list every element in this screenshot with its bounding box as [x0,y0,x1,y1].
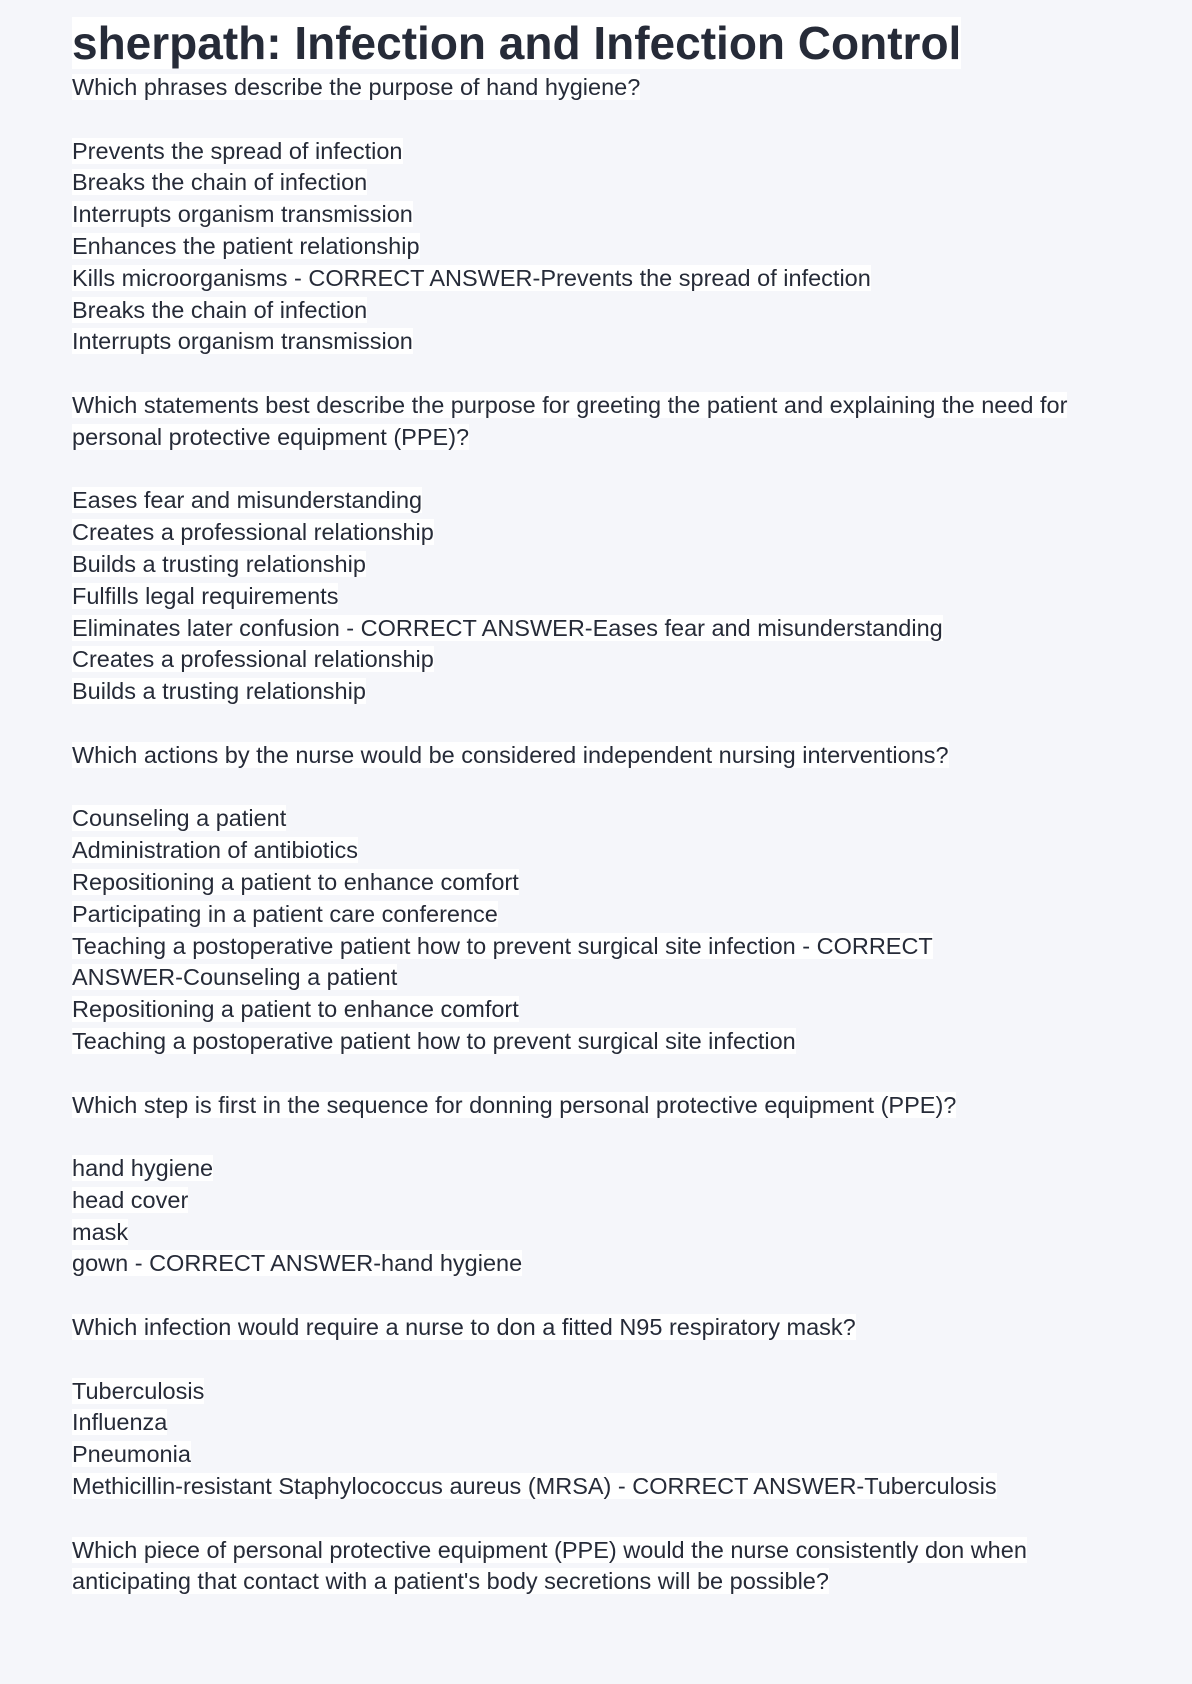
document-page [72,14,1132,1630]
answer-line: Interrupts organism transmission [72,201,413,228]
question-text: Which statements best describe the purpose for greeting the patient and explaining the need for [72,391,1068,418]
answer-line: Interrupts organism transmission [72,328,413,355]
question-block [72,390,1132,708]
question-text: anticipating that contact with a patient's body secretions will be possible? [72,1568,829,1595]
answer-line: hand hygiene [72,1155,214,1182]
answer-line: gown - CORRECT ANSWER-hand hygiene [72,1250,523,1277]
answer-line: Pneumonia [72,1441,191,1468]
answer-line: Enhances the patient relationship [72,232,420,259]
answer-line: Participating in a patient care conference [72,900,498,927]
answer-line: Builds a trusting relationship [72,678,366,705]
answer-line: Breaks the chain of infection [72,169,368,196]
question-text: Which step is first in the sequence for donning personal protective equipment (PPE)? [72,1091,957,1118]
spacer [72,1121,1132,1153]
answer-line: Eases fear and misunderstanding [72,487,423,514]
question-text: Which phrases describe the purpose of hand hygiene? [72,74,641,100]
answer-line: Repositioning a patient to enhance comfort [72,996,519,1023]
spacer [72,454,1132,486]
answer-line: Counseling a patient [72,805,287,832]
answer-line: Kills microorganisms - CORRECT ANSWER-Prevents the spread of infection [72,264,871,291]
answer-line: ANSWER-Counseling a patient [72,964,398,991]
answer-line: Teaching a postoperative patient how to prevent surgical site infection - CORRECT [72,932,933,959]
question-text: Which infection would require a nurse to don a fitted N95 respiratory mask? [72,1314,856,1341]
question-block [72,1535,1132,1599]
answer-line: Tuberculosis [72,1377,205,1404]
question-block [72,72,1132,358]
answer-line: mask [72,1218,129,1245]
answer-line: head cover [72,1186,189,1213]
answer-line: Repositioning a patient to enhance comfort [72,868,519,895]
answer-line: Creates a professional relationship [72,646,434,673]
answer-line: Creates a professional relationship [72,519,434,546]
answer-line: Influenza [72,1409,168,1436]
answer-line: Administration of antibiotics [72,837,359,864]
question-block [72,1312,1132,1503]
answer-line: Methicillin-resistant Staphylococcus aureus (MRSA) - CORRECT ANSWER-Tuberculosis [72,1473,997,1500]
answer-line: Eliminates later confusion - CORRECT ANSWER-Eases fear and misunderstanding [72,614,943,641]
spacer [72,104,1132,136]
answer-line: Teaching a postoperative patient how to prevent surgical site infection [72,1027,796,1054]
answer-line: Breaks the chain of infection [72,296,368,323]
question-block [72,1090,1132,1281]
answer-line: Prevents the spread of infection [72,137,403,164]
document-title: sherpath: Infection and Infection Control [72,17,962,69]
answer-line: Fulfills legal requirements [72,582,339,609]
spacer [72,772,1132,804]
answer-line: Builds a trusting relationship [72,550,366,577]
question-text: personal protective equipment (PPE)? [72,423,470,450]
question-text: Which piece of personal protective equipment (PPE) would the nurse consistently don when [72,1536,1027,1563]
question-block [72,740,1132,1058]
spacer [72,1344,1132,1376]
question-list [72,72,1132,1598]
question-text: Which actions by the nurse would be considered independent nursing interventions? [72,741,949,768]
